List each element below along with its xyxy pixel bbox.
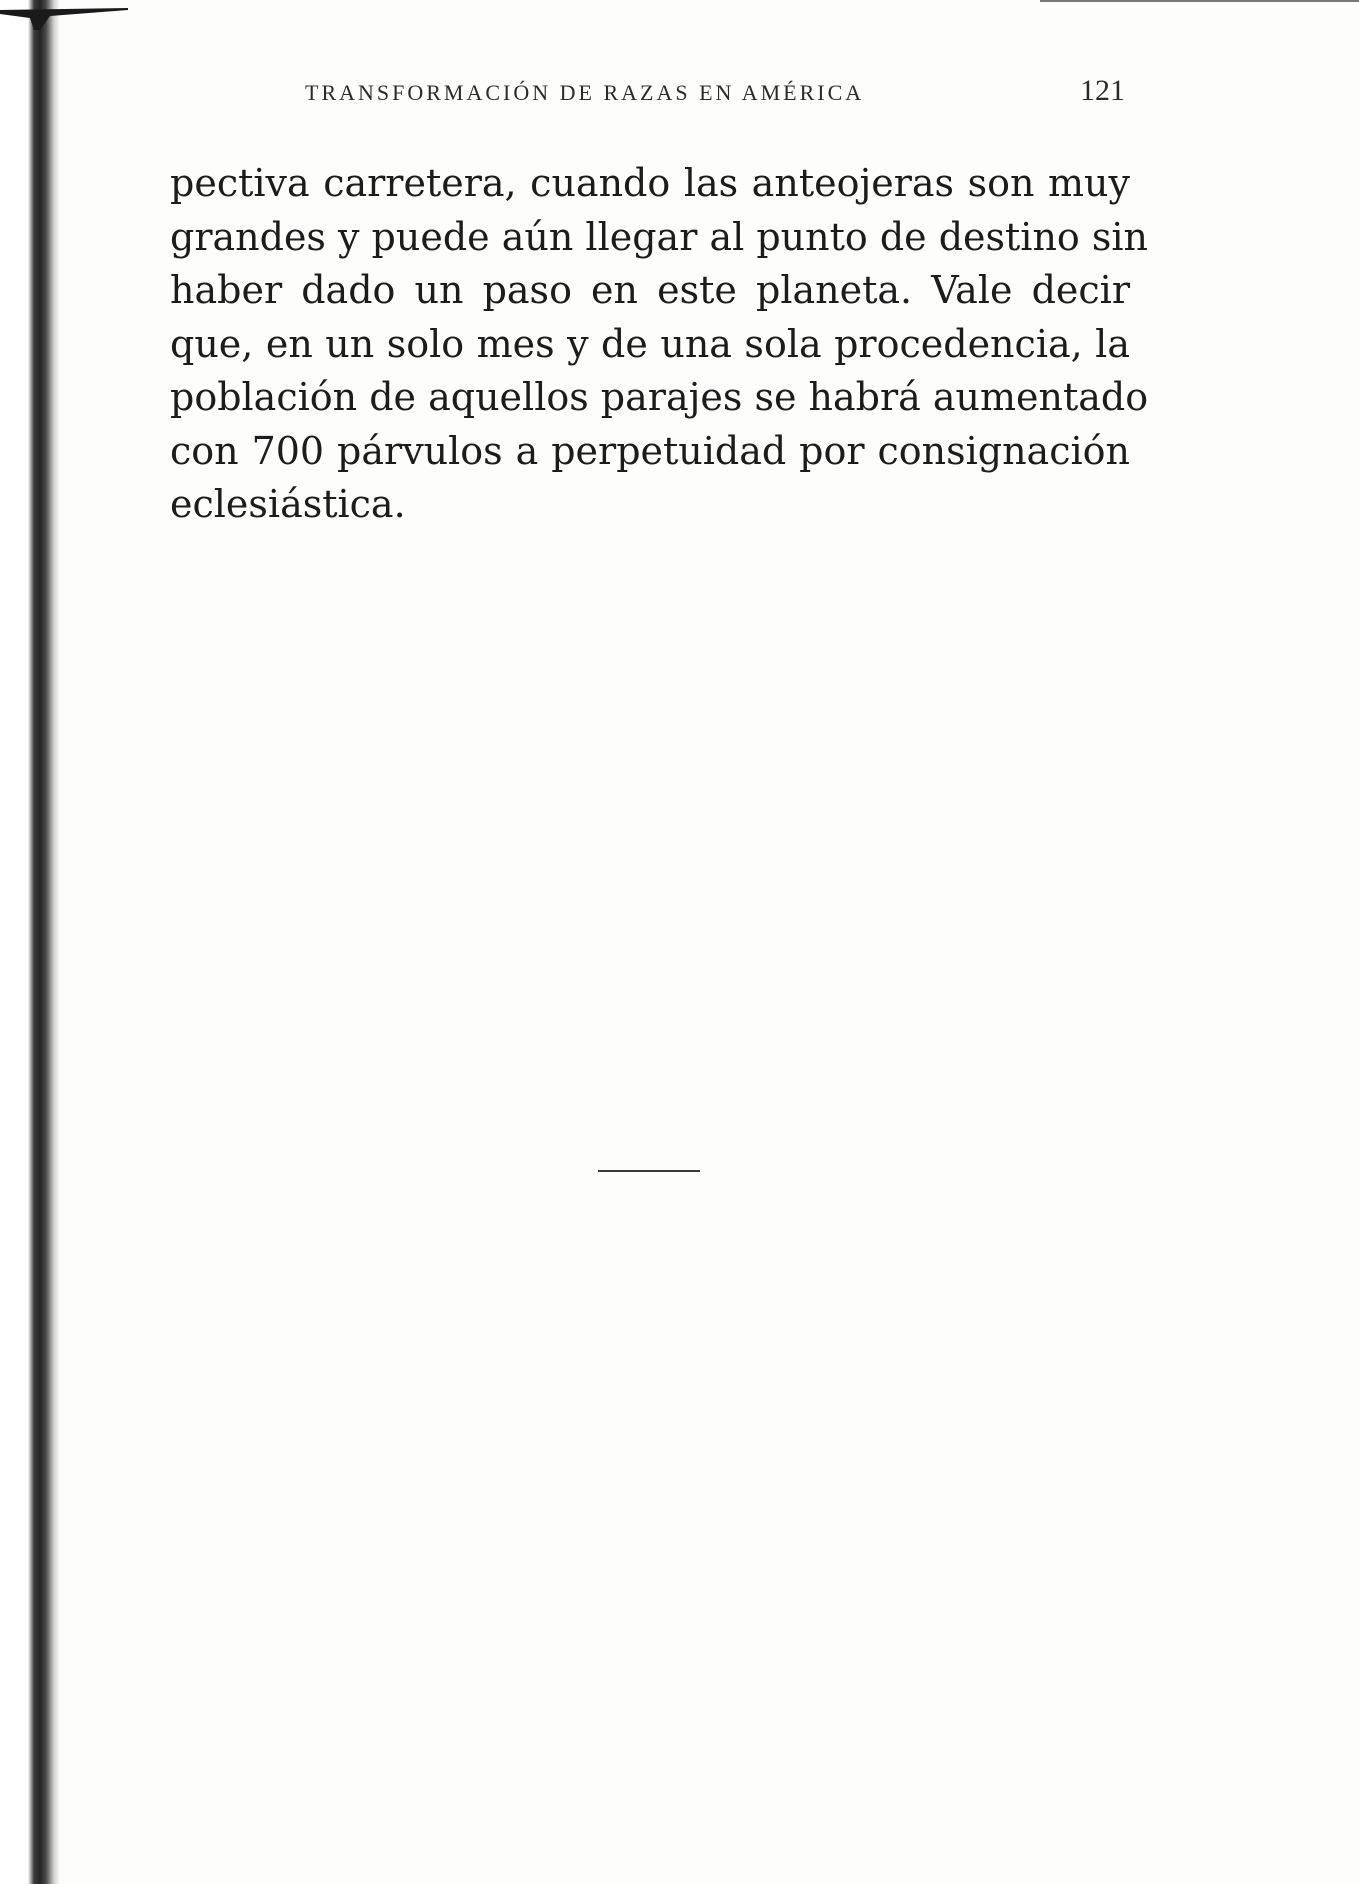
text-line: con 700 párvulos a perpetuidad por consignación bbox=[170, 428, 1130, 473]
text-line: población de aquellos parajes se habrá aumentado bbox=[170, 375, 1149, 419]
binding-top-mark bbox=[0, 0, 130, 30]
text-line: haber dado un paso en este planeta. Vale decir bbox=[170, 268, 1130, 312]
binding-edge bbox=[0, 0, 60, 1884]
running-head bbox=[305, 74, 1125, 114]
running-title: TRANSFORMACIÓN DE RAZAS EN AMÉRICA bbox=[305, 80, 865, 105]
text-line: que, en un solo mes y de una sola procedencia, la bbox=[170, 321, 1130, 366]
top-edge-rule bbox=[1040, 0, 1359, 2]
chapter-end-rule bbox=[598, 1170, 700, 1172]
text-line: eclesiástica. bbox=[170, 482, 406, 526]
body-paragraph bbox=[170, 157, 1149, 532]
text-line: pectiva carretera, cuando las anteojeras son muy bbox=[170, 161, 1130, 205]
text-line: grandes y puede aún llegar al punto de destino sin bbox=[170, 214, 1149, 259]
page-number: 121 bbox=[1080, 74, 1125, 107]
